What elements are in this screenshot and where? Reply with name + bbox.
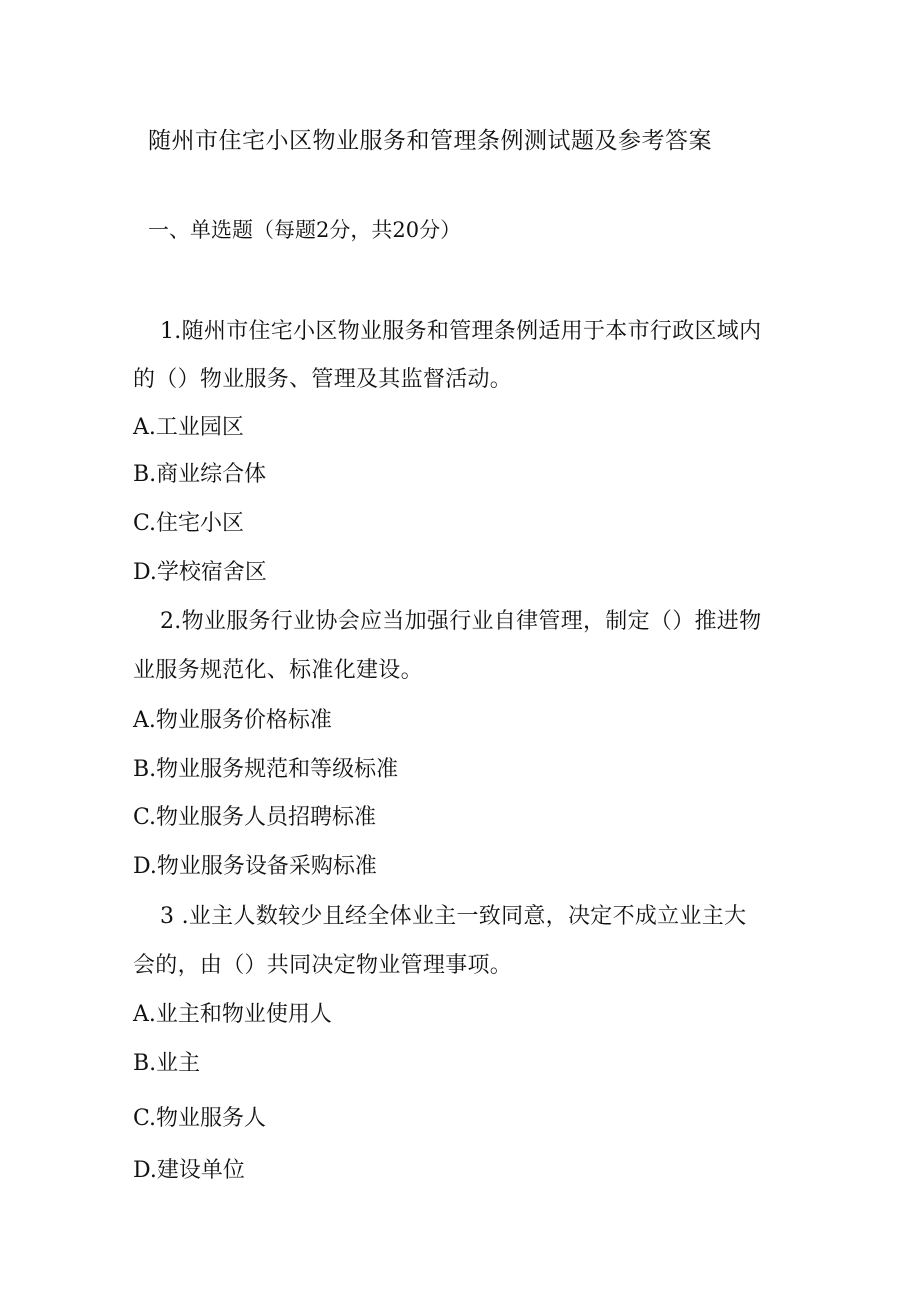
question-2-option-b: B.物业服务规范和等级标准 bbox=[133, 757, 399, 782]
question-3-option-d: D.建设单位 bbox=[133, 1158, 245, 1183]
question-1-line-1: 1.随州市住宅小区物业服务和管理条例适用于本市行政区域内 bbox=[160, 319, 762, 344]
question-1-option-b: B.商业综合体 bbox=[133, 462, 267, 487]
question-3-option-c: C.物业服务人 bbox=[133, 1106, 267, 1131]
section-heading: 一、单选题（每题2分，共20分） bbox=[148, 218, 462, 242]
question-2-line-2: 业服务规范化、标准化建设。 bbox=[133, 658, 423, 683]
question-3-line-1: 3 .业主人数较少且经全体业主一致同意，决定不成立业主大 bbox=[160, 904, 747, 929]
question-3-option-a: A.业主和物业使用人 bbox=[133, 1002, 332, 1027]
question-1-option-a: A.工业园区 bbox=[133, 415, 244, 440]
question-2-line-1: 2.物业服务行业协会应当加强行业自律管理，制定（）推进物 bbox=[160, 609, 762, 634]
question-1-option-c: C.住宅小区 bbox=[133, 511, 245, 536]
question-2-option-d: D.物业服务设备采购标准 bbox=[133, 854, 377, 879]
question-3-option-b: B.业主 bbox=[133, 1051, 201, 1076]
question-2-option-c: C.物业服务人员招聘标准 bbox=[133, 805, 377, 830]
question-2-option-a: A.物业服务价格标准 bbox=[133, 708, 332, 733]
document-title: 随州市住宅小区物业服务和管理条例测试题及参考答案 bbox=[148, 128, 712, 154]
question-3-line-2: 会的，由（）共同决定物业管理事项。 bbox=[133, 953, 513, 978]
question-1-option-d: D.学校宿舍区 bbox=[133, 560, 267, 585]
question-1-line-2: 的（）物业服务、管理及其监督活动。 bbox=[133, 367, 513, 392]
